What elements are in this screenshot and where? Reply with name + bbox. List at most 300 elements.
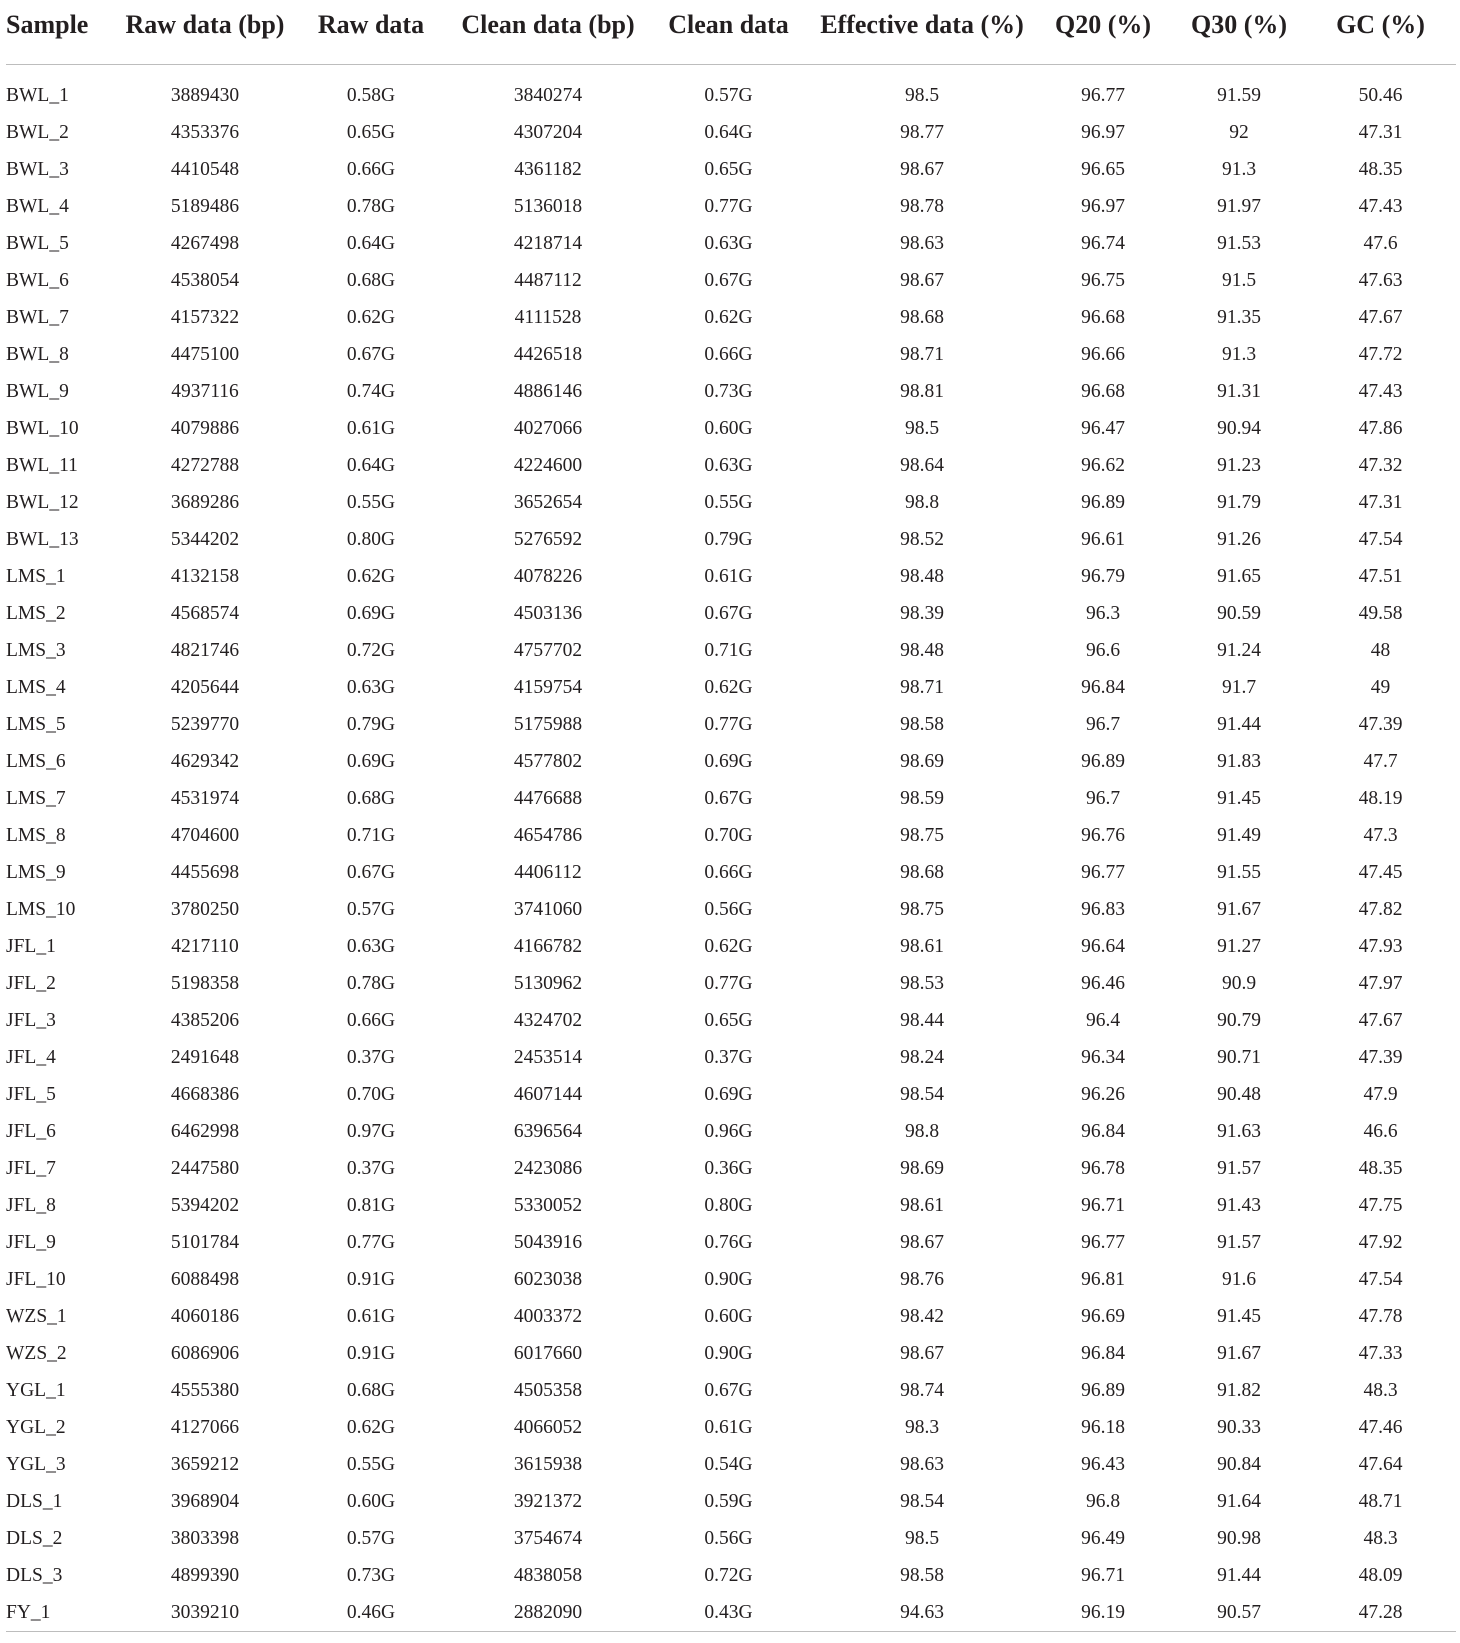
cell-q30: 91.53 [1217, 233, 1261, 254]
cell-gc: 47.54 [1358, 529, 1403, 550]
cell-clean-data: 0.64G [704, 122, 753, 143]
cell-raw-data-bp: 4272788 [170, 455, 240, 476]
cell-clean-data-bp: 4111528 [514, 307, 582, 328]
cell-raw-data-bp: 3968904 [170, 1491, 240, 1512]
table-row [6, 817, 1456, 854]
cell-sample: LMS_2 [6, 603, 66, 624]
table-row [6, 854, 1456, 891]
cell-effective-data: 98.61 [900, 1195, 944, 1216]
cell-clean-data-bp: 4218714 [513, 233, 583, 254]
cell-sample: BWL_10 [6, 418, 79, 439]
cell-raw-data: 0.61G [346, 1306, 396, 1327]
cell-effective-data: 98.52 [900, 529, 944, 550]
cell-effective-data: 98.44 [900, 1010, 944, 1031]
cell-clean-data-bp: 5130962 [513, 973, 583, 994]
cell-effective-data: 98.76 [900, 1269, 944, 1290]
cell-raw-data: 0.55G [346, 492, 396, 513]
cell-raw-data-bp: 4217110 [171, 936, 239, 957]
cell-q30: 91.64 [1217, 1491, 1261, 1512]
table-header [6, 0, 1456, 65]
cell-raw-data-bp: 5189486 [170, 196, 240, 217]
header-row [6, 0, 1456, 65]
cell-raw-data: 0.60G [346, 1491, 396, 1512]
cell-effective-data: 98.67 [900, 159, 944, 180]
cell-clean-data: 0.37G [704, 1047, 753, 1068]
cell-gc: 47.6 [1363, 233, 1398, 254]
cell-raw-data: 0.71G [346, 825, 396, 846]
cell-clean-data: 0.72G [704, 1565, 753, 1586]
cell-gc: 47.75 [1358, 1195, 1403, 1216]
cell-q20: 96.64 [1081, 936, 1125, 957]
cell-sample: LMS_1 [6, 566, 66, 587]
cell-clean-data-bp: 5175988 [513, 714, 583, 735]
cell-q20: 96.62 [1081, 455, 1125, 476]
header-sample: Sample [6, 0, 118, 65]
cell-clean-data-bp: 4307204 [513, 122, 583, 143]
cell-clean-data-bp: 3652654 [513, 492, 583, 513]
table-row [6, 336, 1456, 373]
cell-q30: 91.55 [1217, 862, 1261, 883]
table-row [6, 1446, 1456, 1483]
cell-q20: 96.49 [1081, 1528, 1125, 1549]
cell-q20: 96.84 [1081, 1121, 1125, 1142]
cell-raw-data-bp: 4205644 [170, 677, 240, 698]
cell-clean-data-bp: 4607144 [513, 1084, 583, 1105]
cell-q20: 96.19 [1033, 1594, 1173, 1632]
table-row [6, 225, 1456, 262]
cell-gc: 47.78 [1358, 1306, 1403, 1327]
cell-q20: 96.84 [1081, 677, 1125, 698]
cell-q30: 91.67 [1217, 1343, 1261, 1364]
cell-raw-data-bp: 4267498 [170, 233, 240, 254]
cell-raw-data: 0.57G [346, 899, 396, 920]
header-gc: GC (%) [1305, 0, 1456, 65]
cell-raw-data: 0.74G [346, 381, 396, 402]
cell-sample: LMS_10 [6, 899, 76, 920]
cell-raw-data-bp: 5239770 [170, 714, 240, 735]
cell-gc: 47.32 [1358, 455, 1403, 476]
table-row [6, 114, 1456, 151]
cell-q20: 96.77 [1081, 862, 1125, 883]
cell-clean-data-bp: 5330052 [513, 1195, 583, 1216]
cell-effective-data: 98.8 [904, 492, 940, 513]
cell-effective-data: 98.69 [900, 1158, 944, 1179]
cell-q20: 96.97 [1081, 122, 1125, 143]
cell-sample: LMS_3 [6, 640, 66, 661]
cell-q30: 91.83 [1217, 751, 1261, 772]
cell-q30: 92 [1229, 122, 1249, 143]
table-row [6, 1372, 1456, 1409]
cell-clean-data: 0.63G [704, 455, 753, 476]
cell-sample: YGL_1 [6, 1380, 66, 1401]
cell-sample: LMS_4 [6, 677, 66, 698]
cell-q20: 96.89 [1081, 751, 1125, 772]
header-q30: Q30 (%) [1173, 0, 1305, 65]
cell-q30: 90.33 [1217, 1417, 1261, 1438]
cell-raw-data: 0.46G [292, 1594, 450, 1632]
cell-q20: 96.71 [1081, 1195, 1125, 1216]
cell-sample: LMS_9 [6, 862, 66, 883]
cell-raw-data: 0.66G [346, 1010, 396, 1031]
cell-gc: 49 [1370, 677, 1391, 698]
cell-raw-data-bp: 2491648 [170, 1047, 240, 1068]
cell-q20: 96.6 [1085, 640, 1121, 661]
cell-raw-data-bp: 4937116 [171, 381, 239, 402]
cell-sample: WZS_1 [6, 1306, 67, 1327]
cell-clean-data-bp: 4224600 [513, 455, 583, 476]
cell-sample: BWL_1 [6, 85, 69, 106]
cell-q30: 90.98 [1217, 1528, 1261, 1549]
table-row [6, 1113, 1456, 1150]
cell-raw-data: 0.79G [346, 714, 396, 735]
cell-raw-data: 0.69G [346, 603, 396, 624]
cell-gc: 48.35 [1358, 1158, 1403, 1179]
cell-clean-data: 0.66G [704, 344, 753, 365]
cell-gc: 48.19 [1358, 788, 1403, 809]
cell-clean-data: 0.43G [646, 1594, 811, 1632]
cell-clean-data-bp: 4503136 [513, 603, 583, 624]
header-raw-data: Raw data [292, 0, 450, 65]
cell-q30: 91.63 [1217, 1121, 1261, 1142]
cell-q20: 96.77 [1081, 1232, 1125, 1253]
cell-effective-data: 98.42 [900, 1306, 944, 1327]
cell-raw-data: 0.37G [346, 1158, 396, 1179]
cell-q30: 91.35 [1217, 307, 1261, 328]
cell-gc: 48 [1370, 640, 1391, 661]
cell-clean-data: 0.36G [704, 1158, 753, 1179]
cell-clean-data: 0.73G [704, 381, 753, 402]
cell-gc: 48.71 [1358, 1491, 1403, 1512]
cell-q30: 91.26 [1217, 529, 1261, 550]
cell-clean-data: 0.67G [704, 270, 753, 291]
cell-gc: 47.3 [1363, 825, 1398, 846]
cell-sample: FY_1 [6, 1594, 118, 1632]
cell-effective-data: 98.24 [900, 1047, 944, 1068]
cell-sample: JFL_8 [6, 1195, 56, 1216]
cell-clean-data-bp: 6396564 [513, 1121, 583, 1142]
cell-gc: 47.7 [1363, 751, 1398, 772]
cell-effective-data: 98.8 [904, 1121, 940, 1142]
cell-q20: 96.65 [1081, 159, 1125, 180]
cell-q30: 91.7 [1221, 677, 1257, 698]
cell-clean-data-bp: 4838058 [513, 1565, 583, 1586]
cell-q20: 96.43 [1081, 1454, 1125, 1475]
cell-effective-data: 98.63 [900, 233, 944, 254]
cell-effective-data: 98.54 [900, 1084, 944, 1105]
cell-q30: 90.57 [1173, 1594, 1305, 1632]
cell-sample: BWL_13 [6, 529, 79, 550]
cell-gc: 47.43 [1358, 196, 1403, 217]
cell-clean-data-bp: 4505358 [513, 1380, 583, 1401]
cell-raw-data: 0.64G [346, 233, 396, 254]
cell-clean-data: 0.60G [704, 1306, 753, 1327]
cell-raw-data: 0.65G [346, 122, 396, 143]
cell-q30: 91.23 [1217, 455, 1261, 476]
cell-raw-data: 0.62G [346, 307, 396, 328]
table-row [6, 484, 1456, 521]
cell-sample: JFL_3 [6, 1010, 56, 1031]
cell-raw-data-bp: 3039210 [118, 1594, 292, 1632]
cell-clean-data-bp: 4476688 [513, 788, 583, 809]
cell-gc: 47.72 [1358, 344, 1403, 365]
cell-sample: LMS_6 [6, 751, 66, 772]
cell-clean-data: 0.69G [704, 1084, 753, 1105]
table-row [6, 1335, 1456, 1372]
cell-clean-data: 0.62G [704, 677, 753, 698]
cell-effective-data: 98.64 [900, 455, 944, 476]
cell-gc: 47.39 [1358, 1047, 1403, 1068]
cell-clean-data: 0.77G [704, 714, 753, 735]
cell-gc: 47.39 [1358, 714, 1403, 735]
cell-gc: 47.92 [1358, 1232, 1403, 1253]
cell-clean-data: 0.71G [704, 640, 753, 661]
cell-effective-data: 98.3 [904, 1417, 940, 1438]
cell-q20: 96.47 [1081, 418, 1125, 439]
cell-clean-data-bp: 4166782 [513, 936, 583, 957]
cell-gc: 47.31 [1358, 122, 1403, 143]
cell-q20: 96.81 [1081, 1269, 1125, 1290]
cell-q20: 96.89 [1081, 1380, 1125, 1401]
cell-q30: 91.6 [1221, 1269, 1257, 1290]
cell-q20: 96.68 [1081, 307, 1125, 328]
cell-clean-data: 0.70G [704, 825, 753, 846]
cell-clean-data: 0.59G [704, 1491, 753, 1512]
header-effective-data: Effective data (%) [811, 0, 1033, 65]
cell-raw-data: 0.70G [346, 1084, 396, 1105]
cell-effective-data: 98.61 [900, 936, 944, 957]
cell-raw-data: 0.55G [346, 1454, 396, 1475]
cell-clean-data: 0.62G [704, 307, 753, 328]
cell-effective-data: 98.81 [900, 381, 944, 402]
table-row [6, 558, 1456, 595]
cell-raw-data-bp: 3689286 [170, 492, 240, 513]
table-row [6, 1224, 1456, 1261]
cell-raw-data-bp: 3803398 [170, 1528, 240, 1549]
cell-q30: 90.59 [1217, 603, 1261, 624]
cell-effective-data: 98.48 [900, 640, 944, 661]
cell-q30: 91.57 [1217, 1158, 1261, 1179]
cell-raw-data-bp: 4475100 [170, 344, 240, 365]
cell-gc: 47.43 [1358, 381, 1403, 402]
table-row [6, 743, 1456, 780]
cell-raw-data-bp: 4538054 [170, 270, 240, 291]
cell-effective-data: 98.67 [900, 1232, 944, 1253]
cell-clean-data-bp: 4027066 [513, 418, 583, 439]
cell-q20: 96.74 [1081, 233, 1125, 254]
cell-q30: 91.44 [1217, 714, 1261, 735]
cell-raw-data: 0.62G [346, 566, 396, 587]
cell-raw-data-bp: 4531974 [170, 788, 240, 809]
cell-effective-data: 98.77 [900, 122, 944, 143]
cell-sample: BWL_12 [6, 492, 79, 513]
cell-q20: 96.18 [1081, 1417, 1125, 1438]
cell-clean-data: 0.61G [704, 1417, 753, 1438]
cell-clean-data: 0.55G [704, 492, 753, 513]
cell-clean-data-bp: 6023038 [513, 1269, 583, 1290]
table-row [6, 1557, 1456, 1594]
cell-clean-data-bp: 4757702 [513, 640, 583, 661]
table-row [6, 928, 1456, 965]
cell-raw-data: 0.73G [346, 1565, 396, 1586]
table-row [6, 965, 1456, 1002]
cell-q20: 96.46 [1081, 973, 1125, 994]
cell-sample: BWL_3 [6, 159, 69, 180]
cell-q30: 91.3 [1221, 159, 1257, 180]
cell-sample: JFL_10 [6, 1269, 66, 1290]
cell-gc: 47.54 [1358, 1269, 1403, 1290]
cell-clean-data-bp: 4078226 [513, 566, 583, 587]
cell-clean-data: 0.65G [704, 1010, 753, 1031]
cell-gc: 47.31 [1358, 492, 1403, 513]
cell-sample: JFL_4 [6, 1047, 56, 1068]
cell-q20: 96.7 [1085, 788, 1121, 809]
cell-clean-data-bp: 5276592 [513, 529, 583, 550]
header-raw-data-bp: Raw data (bp) [118, 0, 292, 65]
cell-clean-data-bp: 2423086 [513, 1158, 583, 1179]
cell-clean-data: 0.67G [704, 788, 753, 809]
cell-sample: LMS_7 [6, 788, 66, 809]
cell-clean-data: 0.63G [704, 233, 753, 254]
cell-gc: 47.93 [1358, 936, 1403, 957]
cell-gc: 48.3 [1363, 1528, 1398, 1549]
header-spacer [6, 65, 1456, 78]
cell-clean-data-bp: 4406112 [514, 862, 582, 883]
cell-sample: YGL_3 [6, 1454, 66, 1475]
cell-clean-data: 0.77G [704, 196, 753, 217]
cell-raw-data: 0.68G [346, 270, 396, 291]
cell-q20: 96.34 [1081, 1047, 1125, 1068]
cell-raw-data-bp: 5394202 [170, 1195, 240, 1216]
cell-raw-data: 0.80G [346, 529, 396, 550]
cell-clean-data-bp: 5136018 [513, 196, 583, 217]
cell-raw-data: 0.77G [346, 1232, 396, 1253]
cell-q30: 90.94 [1217, 418, 1261, 439]
cell-effective-data: 98.5 [904, 85, 940, 106]
cell-clean-data-bp: 3615938 [513, 1454, 583, 1475]
cell-effective-data: 98.71 [900, 344, 944, 365]
cell-sample: DLS_2 [6, 1528, 63, 1549]
cell-q30: 91.43 [1217, 1195, 1261, 1216]
table-row [6, 1298, 1456, 1335]
cell-raw-data-bp: 6088498 [170, 1269, 240, 1290]
cell-raw-data-bp: 4668386 [170, 1084, 240, 1105]
cell-sample: BWL_9 [6, 381, 69, 402]
table-row [6, 780, 1456, 817]
cell-effective-data: 98.5 [904, 1528, 940, 1549]
cell-raw-data: 0.37G [346, 1047, 396, 1068]
table-row [6, 299, 1456, 336]
cell-raw-data: 0.63G [346, 936, 396, 957]
cell-gc: 48.09 [1358, 1565, 1403, 1586]
cell-raw-data-bp: 4555380 [170, 1380, 240, 1401]
cell-clean-data-bp: 3741060 [513, 899, 583, 920]
cell-sample: YGL_2 [6, 1417, 66, 1438]
cell-clean-data: 0.67G [704, 1380, 753, 1401]
cell-raw-data-bp: 4132158 [170, 566, 240, 587]
cell-raw-data-bp: 4629342 [170, 751, 240, 772]
cell-gc: 47.64 [1358, 1454, 1403, 1475]
cell-raw-data: 0.67G [346, 862, 396, 883]
cell-sample: BWL_8 [6, 344, 69, 365]
table-row [6, 262, 1456, 299]
cell-clean-data: 0.66G [704, 862, 753, 883]
cell-q30: 91.67 [1217, 899, 1261, 920]
cell-raw-data: 0.63G [346, 677, 396, 698]
cell-clean-data-bp: 3921372 [513, 1491, 583, 1512]
cell-gc: 49.58 [1358, 603, 1403, 624]
table-row [6, 373, 1456, 410]
cell-effective-data: 98.58 [900, 1565, 944, 1586]
cell-clean-data-bp: 4886146 [513, 381, 583, 402]
cell-clean-data-bp: 4426518 [513, 344, 583, 365]
cell-raw-data: 0.72G [346, 640, 396, 661]
cell-clean-data-bp: 4654786 [513, 825, 583, 846]
cell-raw-data: 0.68G [346, 788, 396, 809]
cell-effective-data: 98.53 [900, 973, 944, 994]
cell-sample: JFL_6 [6, 1121, 56, 1142]
cell-raw-data: 0.91G [346, 1343, 396, 1364]
cell-clean-data-bp: 2453514 [513, 1047, 583, 1068]
cell-clean-data: 0.77G [704, 973, 753, 994]
cell-gc: 47.9 [1363, 1084, 1398, 1105]
cell-clean-data-bp: 3754674 [513, 1528, 583, 1549]
table-row [6, 632, 1456, 669]
cell-effective-data: 94.63 [811, 1594, 1033, 1632]
cell-effective-data: 98.68 [900, 307, 944, 328]
cell-gc: 47.28 [1305, 1594, 1456, 1632]
cell-effective-data: 98.58 [900, 714, 944, 735]
cell-sample: BWL_11 [6, 455, 78, 476]
header-clean-data: Clean data [646, 0, 811, 65]
cell-raw-data: 0.67G [346, 344, 396, 365]
cell-clean-data-bp: 6017660 [513, 1343, 583, 1364]
cell-q30: 91.65 [1217, 566, 1261, 587]
cell-q20: 96.4 [1085, 1010, 1121, 1031]
cell-clean-data: 0.90G [704, 1269, 753, 1290]
cell-raw-data-bp: 4455698 [170, 862, 240, 883]
cell-q30: 90.9 [1221, 973, 1257, 994]
table-row [6, 1076, 1456, 1113]
cell-raw-data: 0.57G [346, 1528, 396, 1549]
cell-clean-data: 0.69G [704, 751, 753, 772]
table-row [6, 1002, 1456, 1039]
cell-gc: 47.46 [1358, 1417, 1403, 1438]
cell-effective-data: 98.67 [900, 1343, 944, 1364]
table-row [6, 891, 1456, 928]
table-row [6, 1594, 1456, 1632]
cell-raw-data-bp: 4899390 [170, 1565, 240, 1586]
cell-raw-data: 0.69G [346, 751, 396, 772]
cell-effective-data: 98.63 [900, 1454, 944, 1475]
cell-raw-data: 0.58G [346, 85, 396, 106]
cell-raw-data-bp: 4385206 [170, 1010, 240, 1031]
table-row [6, 77, 1456, 114]
cell-sample: JFL_5 [6, 1084, 56, 1105]
cell-effective-data: 98.39 [900, 603, 944, 624]
cell-effective-data: 98.59 [900, 788, 944, 809]
cell-gc: 47.67 [1358, 307, 1403, 328]
cell-clean-data: 0.57G [704, 85, 753, 106]
cell-q20: 96.76 [1081, 825, 1125, 846]
cell-q30: 91.45 [1217, 788, 1261, 809]
cell-clean-data: 0.65G [704, 159, 753, 180]
cell-q30: 91.57 [1217, 1232, 1261, 1253]
cell-gc: 47.86 [1358, 418, 1403, 439]
cell-q30: 91.24 [1217, 640, 1261, 661]
cell-clean-data-bp: 2882090 [450, 1594, 646, 1632]
cell-raw-data: 0.78G [346, 196, 396, 217]
table-row [6, 151, 1456, 188]
